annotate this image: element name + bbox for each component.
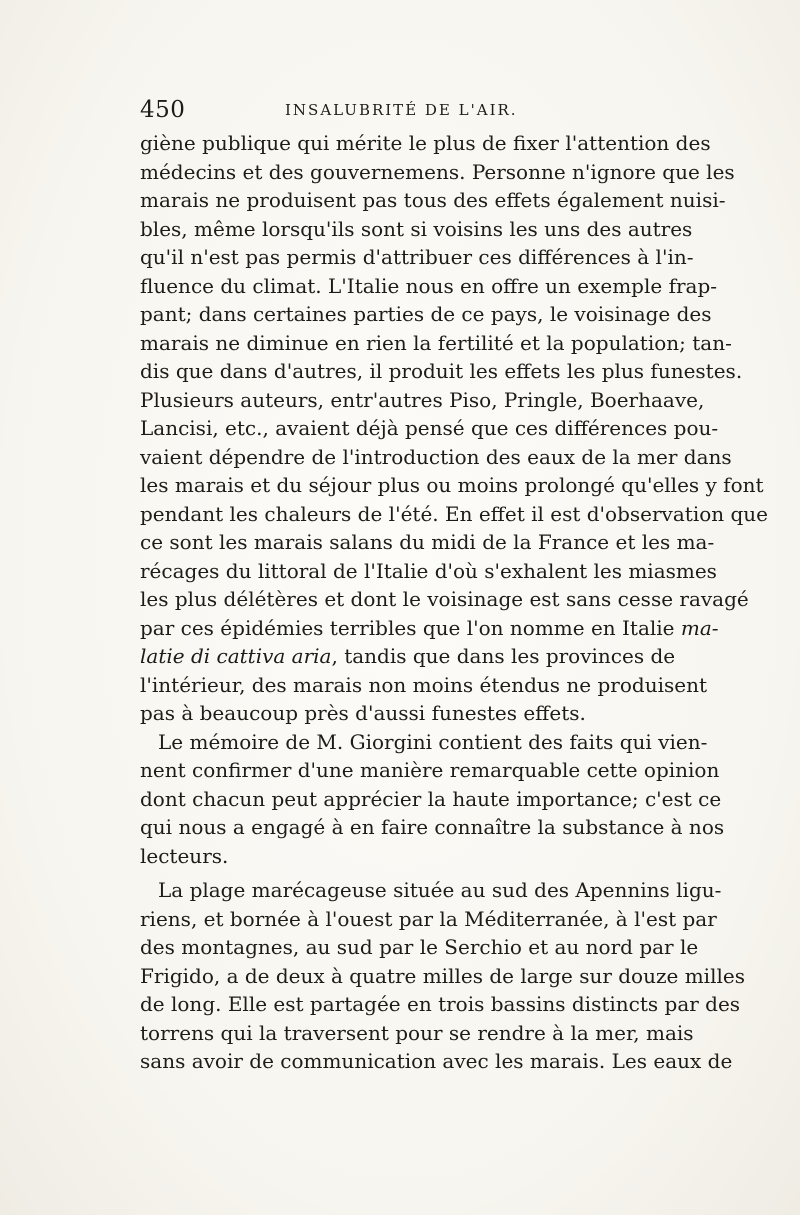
text-line: qu'il n'est pas permis d'attribuer ces différences à l'in-: [140, 245, 694, 269]
text-line: bles, même lorsqu'ils sont si voisins les uns des autres: [140, 216, 693, 241]
text-line: de long. Elle est partagée en trois bassins distincts par des: [140, 992, 741, 1016]
text-line: ce sont les marais salans du midi de la France et les ma-: [140, 530, 715, 554]
page-number: 450: [140, 97, 186, 123]
text-line: latie di cattiva aria, tandis que dans les provinces de: [140, 644, 676, 668]
text-line: Lancisi, etc., avaient déjà pensé que ces différences pou-: [140, 416, 719, 440]
paragraph: [140, 876, 745, 1076]
text-line: La plage marécageuse située au sud des Apennins ligu-: [158, 878, 722, 902]
paragraph: [140, 728, 725, 871]
italic-phrase: ma-: [680, 615, 719, 640]
text-line: fluence du climat. L'Italie nous en offre un exemple frap-: [140, 273, 718, 298]
text-line: par ces épidémies terribles que l'on nomme en Italie ma-: [140, 615, 719, 640]
text-line: dis que dans d'autres, il produit les effets les plus funestes.: [140, 359, 743, 383]
text-line: dont chacun peut apprécier la haute importance; c'est ce: [140, 786, 722, 811]
text-line: pas à beaucoup près d'aussi funestes effets.: [140, 701, 586, 725]
text-line: Frigido, a de deux à quatre milles de large sur douze milles: [140, 963, 745, 988]
text-line: torrens qui la traversent pour se rendre à la mer, mais: [140, 1020, 694, 1045]
text-line: riens, et bornée à l'ouest par la Méditerranée, à l'est par: [140, 906, 717, 931]
text-line: Le mémoire de M. Giorgini contient des faits qui vien-: [158, 729, 708, 754]
text-line: l'intérieur, des marais non moins étendus ne produisent: [140, 672, 707, 697]
text-line: médecins et des gouvernemens. Personne n'ignore que les: [140, 159, 735, 184]
text-line: Plusieurs auteurs, entr'autres Piso, Pringle, Boerhaave,: [140, 387, 705, 412]
body-text: [140, 129, 769, 1076]
text-line: sans avoir de communication avec les marais. Les eaux de: [140, 1049, 733, 1073]
text-line: lecteurs.: [140, 843, 229, 868]
page-header: [140, 97, 670, 127]
text-line: récages du littoral de l'Italie d'où s'exhalent les miasmes: [140, 558, 717, 583]
italic-phrase: latie di cattiva aria: [140, 644, 332, 668]
text-line: marais ne diminue en rien la fertilité et la population; tan-: [140, 330, 732, 355]
text-line: pendant les chaleurs de l'été. En effet il est d'observation que: [140, 501, 769, 526]
text-line: les plus délétères et dont le voisinage est sans cesse ravagé: [140, 587, 749, 611]
text-line: qui nous a engagé à en faire connaître la substance à nos: [140, 815, 725, 839]
text-line: vaient dépendre de l'introduction des eaux de la mer dans: [140, 444, 732, 469]
running-head: INSALUBRITÉ DE L'AIR.: [285, 101, 518, 119]
text-line: pant; dans certaines parties de ce pays, le voisinage des: [140, 302, 712, 326]
text-line: giène publique qui mérite le plus de fixer l'attention des: [140, 131, 711, 155]
text-line: des montagnes, au sud par le Serchio et au nord par le: [140, 935, 699, 959]
text-line: marais ne produisent pas tous des effets également nuisi-: [140, 188, 726, 212]
paragraph: [140, 129, 769, 728]
text-line: nent confirmer d'une manière remarquable cette opinion: [140, 758, 720, 782]
text-line: les marais et du séjour plus ou moins prolongé qu'elles y font: [140, 473, 764, 497]
